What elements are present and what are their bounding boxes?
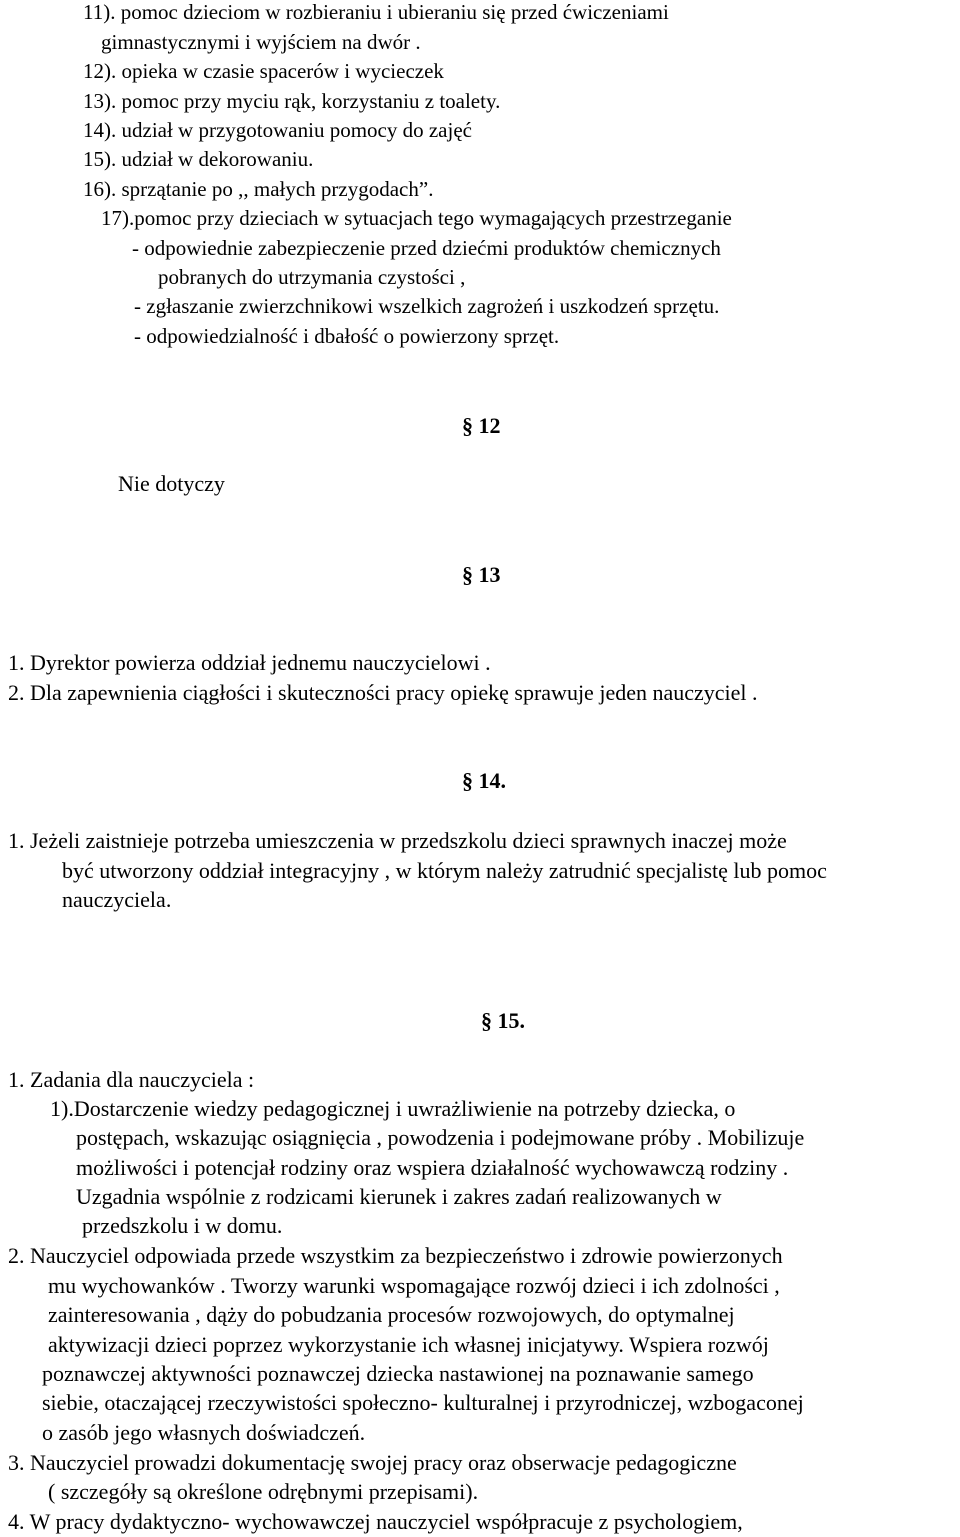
section-heading-14: § 14. [462, 768, 506, 793]
list-item: 1. Dyrektor powierza oddział jednemu nauczycielowi . [8, 650, 491, 675]
paragraph-line: mu wychowanków . Tworzy warunki wspomagające rozwój dzieci i ich zdolności , [48, 1273, 780, 1298]
section-heading-12: § 12 [462, 413, 501, 438]
list-item: 14). udział w przygotowaniu pomocy do zajęć [83, 118, 472, 142]
list-item: 3. Nauczyciel prowadzi dokumentację swojej pracy oraz obserwacje pedagogiczne [8, 1450, 737, 1475]
list-item: 17).pomoc przy dzieciach w sytuacjach tego wymagających przestrzeganie [101, 206, 732, 230]
paragraph-line: siebie, otaczającej rzeczywistości społeczno- kulturalnej i przyrodniczej, wzbogaconej [42, 1390, 804, 1415]
list-item: pobranych do utrzymania czystości , [158, 265, 466, 289]
paragraph-line: nauczyciela. [62, 887, 172, 912]
paragraph-line: 1. Jeżeli zaistnieje potrzeba umieszczenia w przedszkolu dzieci sprawnych inaczej może [8, 828, 787, 853]
list-item: 12). opieka w czasie spacerów i wycieczek [83, 59, 444, 83]
paragraph-line: Uzgadnia wspólnie z rodzicami kierunek i zakres zadań realizowanych w [76, 1184, 722, 1209]
paragraph-line: poznawczej aktywności poznawczej dziecka nastawionej na poznawanie samego [42, 1361, 754, 1386]
section-heading-15: § 15. [481, 1008, 525, 1033]
paragraph-line: 1).Dostarczenie wiedzy pedagogicznej i uwrażliwienie na potrzeby dziecka, o [50, 1096, 736, 1121]
list-item: 11). pomoc dzieciom w rozbieraniu i ubieraniu się przed ćwiczeniami [83, 0, 669, 24]
list-item: 1. Zadania dla nauczyciela : [8, 1067, 255, 1092]
list-item: - odpowiednie zabezpieczenie przed dziećmi produktów chemicznych [132, 236, 721, 260]
list-item: 2. Dla zapewnienia ciągłości i skuteczności pracy opiekę sprawuje jeden nauczyciel . [8, 680, 758, 705]
paragraph-line: przedszkolu i w domu. [82, 1213, 283, 1238]
paragraph-line: o zasób jego własnych doświadczeń. [42, 1420, 366, 1445]
list-item: 16). sprzątanie po ,, małych przygodach”. [83, 177, 434, 201]
list-item: 4. W pracy dydaktyczno- wychowawczej nauczyciel współpracuje z psychologiem, [8, 1509, 743, 1534]
paragraph-line: ( szczegóły są określone odrębnymi przepisami). [48, 1479, 479, 1504]
list-item: 15). udział w dekorowaniu. [83, 147, 314, 171]
section-heading-13: § 13 [462, 562, 501, 587]
paragraph-line: być utworzony oddział integracyjny , w którym należy zatrudnić specjalistę lub pomoc [62, 858, 827, 883]
list-item: 13). pomoc przy myciu rąk, korzystaniu z toalety. [83, 89, 501, 113]
list-item: - odpowiedzialność i dbałość o powierzony sprzęt. [134, 324, 560, 348]
paragraph-line: postępach, wskazując osiągnięcia , powodzenia i podejmowane próby . Mobilizuje [76, 1125, 805, 1150]
list-item: gimnastycznymi i wyjściem na dwór . [101, 30, 421, 54]
list-item: 2. Nauczyciel odpowiada przede wszystkim za bezpieczeństwo i zdrowie powierzonych [8, 1243, 783, 1268]
paragraph-line: zainteresowania , dąży do pobudzania procesów rozwojowych, do optymalnej [48, 1302, 735, 1327]
list-item: - zgłaszanie zwierzchnikowi wszelkich zagrożeń i uszkodzeń sprzętu. [134, 294, 720, 318]
paragraph-line: możliwości i potencjał rodziny oraz wspiera działalność wychowawczą rodziny . [76, 1155, 789, 1180]
paragraph-line: aktywizacji dzieci poprzez wykorzystanie ich własnej inicjatywy. Wspiera rozwój [48, 1332, 769, 1357]
section-text: Nie dotyczy [118, 471, 225, 496]
